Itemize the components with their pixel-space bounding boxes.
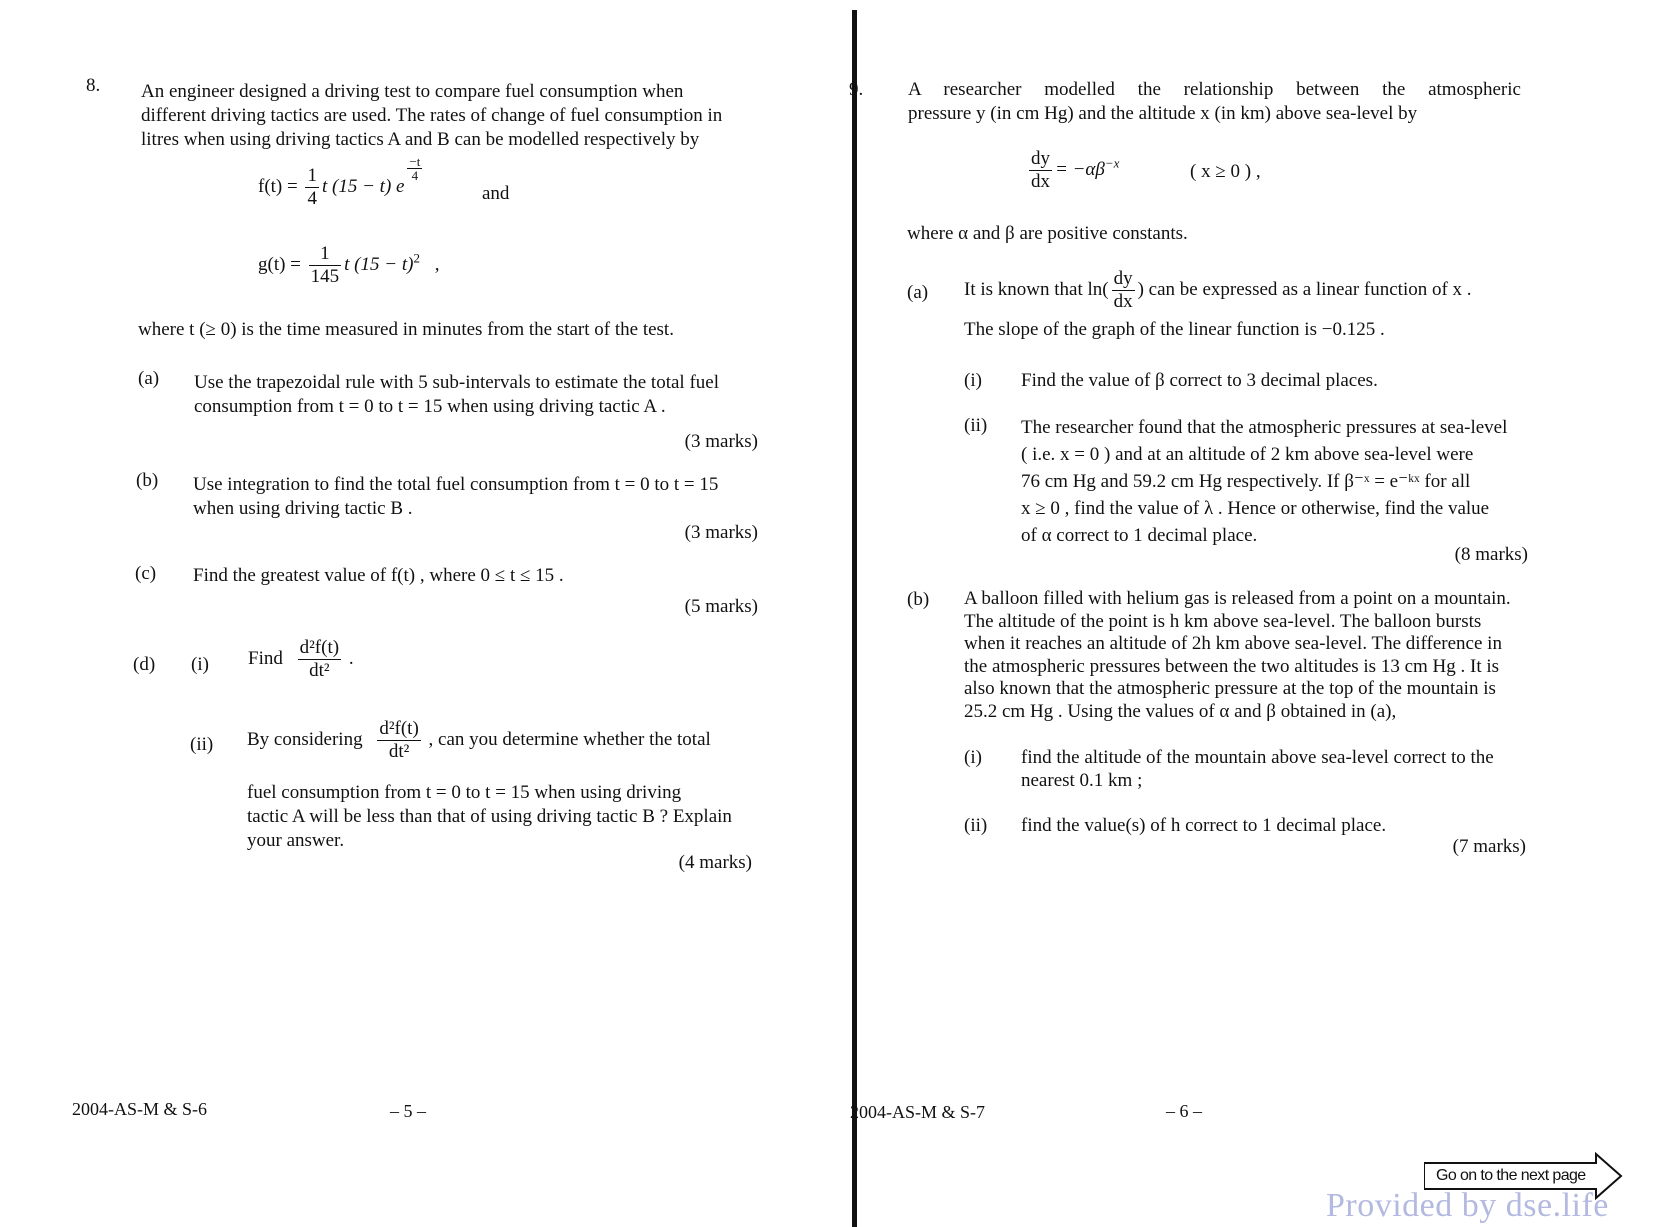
text-line: different driving tactics are used. The rates of change of fuel consumption in [141,105,723,126]
equation-g [258,243,439,288]
text-line: An engineer designed a driving test to compare fuel consumption when [141,81,684,102]
fraction-numerator: dy [1031,148,1050,169]
where-clause: where α and β are positive constants. [907,223,1188,244]
sub-part-label: (i) [964,370,982,391]
text-line: the atmospheric pressures between the two altitudes is 13 cm Hg . It is [964,655,1500,677]
equation-lhs: g(t) = [258,253,301,275]
marks-label: (8 marks) [1454,544,1528,565]
superscript: 2 [413,250,420,266]
text-line: when using driving tactic B . [193,498,413,519]
marks-label: (3 marks) [684,431,758,452]
fraction-numerator: 1 [307,165,317,186]
page-number: – 5 – [390,1101,426,1121]
fraction [305,165,319,210]
fraction-denominator: dx [1031,171,1050,192]
exponent-numerator: −t [409,154,421,169]
domain-condition: ( x ≥ 0 ) , [1190,161,1261,182]
text-line: of α correct to 1 decimal place. [1021,525,1258,546]
text-fragment: , can you determine whether the total [428,728,711,750]
question-number: 8. [86,75,101,96]
and-word: and [482,183,510,204]
text-line: pressure y (in cm Hg) and the altitude x (in km) above sea-level by [908,103,1418,124]
text-line: The altitude of the point is h km above sea-level. The balloon bursts [964,610,1482,632]
slope-statement: The slope of the graph of the linear function is −0.125 . [964,319,1385,340]
next-page-label: Go on to the next page [1436,1167,1586,1184]
differential-equation [1026,148,1119,193]
text-line: Use integration to find the total fuel consumption from t = 0 to t = 15 [193,474,719,495]
sub-part-label: (i) [964,747,982,768]
text-line: 25.2 cm Hg . Using the values of α and β obtained in (a), [964,700,1397,722]
equation-body: t (15 − t) [344,253,414,275]
period: . [348,647,354,669]
text-line: The researcher found that the atmospheric pressures at sea-level [1021,417,1508,438]
part-a-ii-text [1021,414,1529,549]
part-label: (a) [907,282,929,303]
text-fragment: It is known that ln( [964,278,1109,300]
second-derivative-fraction [377,718,420,763]
text-fragment: ) can be expressed as a linear function of x . [1137,278,1472,300]
part-b-text [193,473,759,521]
text-line: consumption from t = 0 to t = 15 when using driving tactic A . [194,396,666,417]
part-a-i-text: Find the value of β correct to 3 decimal places. [1021,370,1378,391]
page-number: – 6 – [1166,1101,1202,1121]
text-fragment: By considering [247,728,363,750]
text-line: also known that the atmospheric pressure at the top of the mountain is [964,678,1496,700]
question-intro [141,80,763,152]
part-b-ii-text: find the value(s) of h correct to 1 decimal place. [1021,815,1387,836]
text-line: find the altitude of the mountain above sea-level correct to the [1021,747,1494,768]
fraction-denominator: dt² [388,741,410,762]
sub-part-label: (ii) [190,734,214,755]
footer-code: 2004-AS-M & S-7 [850,1102,986,1122]
part-label: (b) [136,470,159,491]
fraction-denominator: 145 [310,266,340,287]
fraction-numerator: d²f(t) [299,637,340,658]
text-line: Use the trapezoidal rule with 5 sub-intervals to estimate the total fuel [194,372,719,393]
footer-code: 2004-AS-M & S-6 [72,1099,208,1119]
marks-label: (4 marks) [678,852,752,873]
part-label: (c) [135,563,157,584]
equation-body: t (15 − t) e [321,175,405,197]
part-c-text: Find the greatest value of f(t) , where 0 ≤ t ≤ 15 . [193,565,564,586]
equation-f [258,154,425,210]
marks-label: (3 marks) [684,522,758,543]
fraction-numerator: dy [1113,268,1133,289]
question-number: 9. [849,79,864,100]
fraction-numerator: 1 [309,243,342,266]
marks-label: (5 marks) [684,596,758,617]
superscript: −x [1104,155,1120,171]
part-b-text [964,588,1530,724]
text-line: litres when using driving tactics A and B can be modelled respectively by [141,129,700,150]
part-d-ii-first-line [247,718,757,763]
text-line: 76 cm Hg and 59.2 cm Hg respectively. If β⁻ˣ = e⁻ᵏˣ for all [1021,471,1471,492]
equation-lhs: f(t) = [258,175,298,197]
part-a-text [964,268,1530,313]
exponent-denominator: 4 [411,168,419,183]
sub-part-label: (i) [191,654,209,675]
question-intro [908,78,1528,126]
fraction [309,243,342,288]
exponent-fraction [407,155,422,182]
comma: , [434,253,440,275]
part-label: (a) [138,368,160,389]
text-line: when it reaches an altitude of 2h km above sea-level. The difference in [964,633,1502,655]
part-a-text [194,371,760,419]
fraction-numerator: d²f(t) [379,718,419,739]
text-line: your answer. [247,830,345,851]
part-b-i-text [1021,746,1529,792]
where-clause: where t (≥ 0) is the time measured in minutes from the start of the test. [138,319,674,340]
derivative-fraction [1112,268,1135,313]
sub-part-label: (ii) [964,815,988,836]
marks-label: (7 marks) [1452,836,1526,857]
fraction-denominator: dt² [309,660,330,681]
part-d-ii-text [247,781,757,853]
watermark: Provided by dse.life [1326,1187,1609,1224]
find-word: Find [248,647,283,669]
part-d-i-text [248,637,354,682]
text-line: tactic A will be less than that of using driving tactic B ? Explain [247,806,732,827]
text-line: fuel consumption from t = 0 to t = 15 when using driving [247,782,682,803]
text-line: x ≥ 0 , find the value of λ . Hence or otherwise, find the value [1021,498,1490,519]
fraction-denominator: 4 [307,188,317,209]
derivative-fraction [1029,148,1052,193]
text-line: nearest 0.1 km ; [1021,770,1143,791]
text-line: A balloon filled with helium gas is released from a point on a mountain. [964,588,1511,609]
sub-part-label: (ii) [964,415,988,436]
part-label: (d) [133,654,156,675]
text-line: ( i.e. x = 0 ) and at an altitude of 2 km above sea-level were [1021,444,1474,465]
page-divider [852,10,857,1227]
part-label: (b) [907,589,930,610]
text-line: A researcher modelled the relationship between the atmospheric [908,79,1521,100]
equation-rhs: = −αβ [1055,158,1105,180]
fraction-denominator: dx [1113,291,1133,312]
second-derivative-fraction [298,637,341,682]
